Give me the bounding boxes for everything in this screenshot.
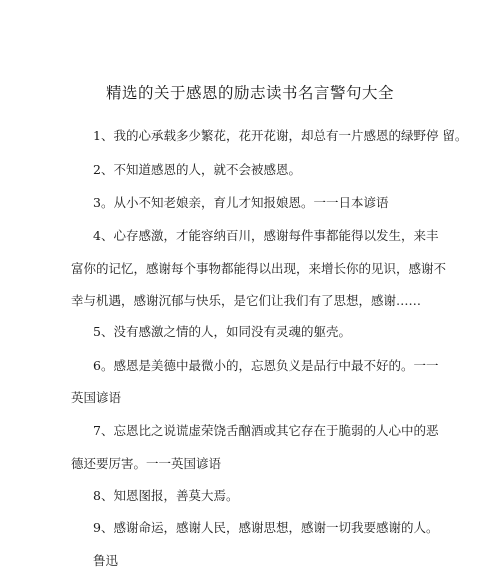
text-line: 鲁迅 (93, 553, 119, 568)
text-line: 5、没有感激之情的人，如同没有灵魂的躯壳。 (93, 324, 351, 339)
text-line: 富你的记忆，感谢每个事物都能得以出现，来增长你的见识，感谢不 (71, 261, 447, 276)
text-line: 幸与机遇，感谢沉郁与快乐，是它们让我们有了思想，感谢…… (71, 293, 422, 308)
document-title: 精选的关于感恩的励志读书名言警句大全 (105, 84, 394, 102)
text-line: 英国谚语 (71, 390, 122, 405)
text-line: 1、我的心承载多少繁花，花开花谢，却总有一片感恩的绿野停 留。 (93, 128, 468, 143)
text-line: 6。感恩是美德中最微小的，忘恩负义是品行中最不好的。一一 (93, 358, 439, 373)
text-line: 7、忘恩比之说谎虚荣饶舌酗酒或其它存在于脆弱的人心中的恶 (93, 423, 439, 438)
text-line: 德还要厉害。一一英国谚语 (71, 456, 222, 471)
text-line: 8、知恩图报，善莫大焉。 (93, 488, 239, 503)
text-line: 9、感谢命运，感谢人民，感谢思想，感谢一切我要感谢的人。 (93, 520, 439, 535)
text-line: 3。从小不知老娘亲，育儿才知报娘恩。一一日本谚语 (93, 195, 389, 210)
text-line: 4、心存感激，才能容纳百川，感谢每件事都能得以发生，来丰 (93, 228, 439, 243)
text-line: 2、不知道感恩的人，就不会被感恩。 (93, 162, 301, 177)
